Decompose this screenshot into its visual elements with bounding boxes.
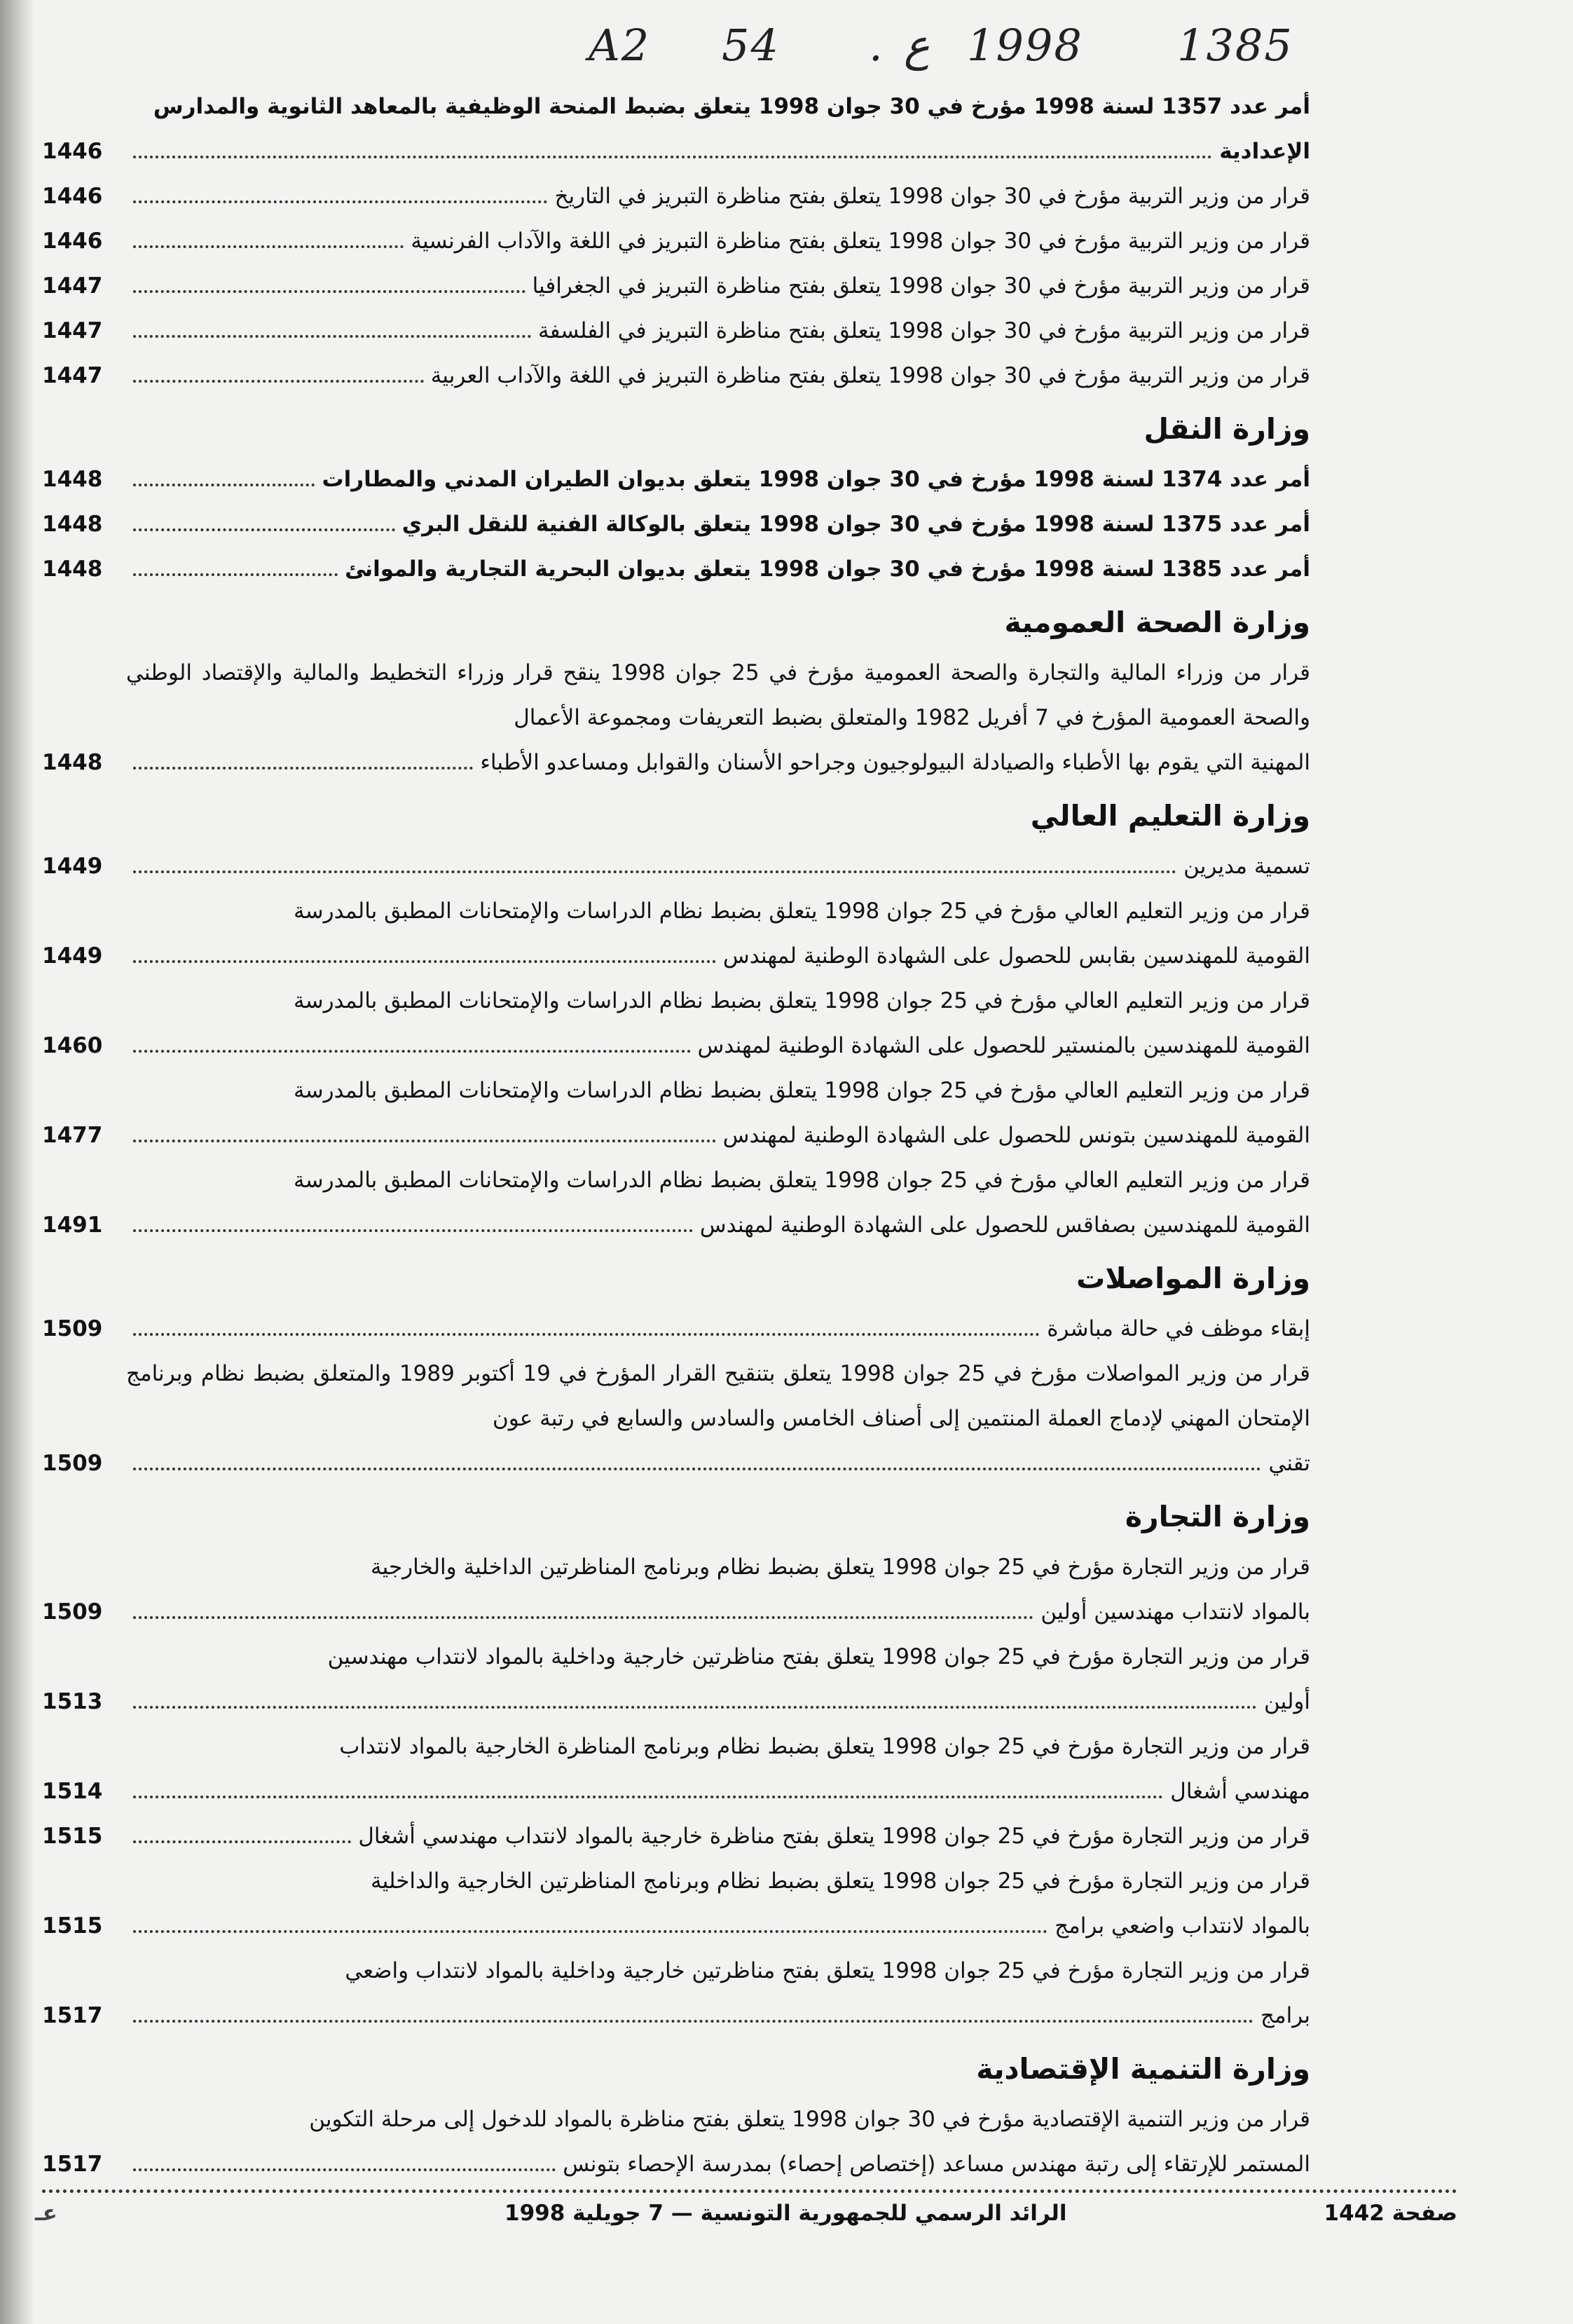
toc-entry-text: الإعدادية xyxy=(1219,139,1310,164)
toc-entry-text: قرار من وزير التربية مؤرخ في 30 جوان 1998 يتعلق بفتح مناظرة التبريز في التاريخ xyxy=(554,184,1310,209)
toc-entry xyxy=(42,353,1310,398)
toc-entry-text: أمر عدد 1374 لسنة 1998 مؤرخ في 30 جوان 1998 يتعلق بديوان الطيران المدني والمطارات xyxy=(322,467,1310,492)
toc-entry-text: القومية للمهندسين بتونس للحصول على الشهادة الوطنية لمهندس xyxy=(722,1123,1310,1148)
toc-entry xyxy=(42,1634,1310,1724)
dot-leader xyxy=(133,289,526,293)
toc-page-number: 1509 xyxy=(42,1451,103,1476)
toc-entry xyxy=(42,547,1310,592)
toc-entry-last-line xyxy=(126,844,1310,889)
handwritten-dot: . xyxy=(869,20,884,71)
dot-leader xyxy=(133,959,716,963)
toc-entry xyxy=(42,264,1310,308)
toc-entry-text: القومية للمهندسين بصفاقس للحصول على الشهادة الوطنية لمهندس xyxy=(699,1212,1310,1238)
handwritten-code-a2: A2 xyxy=(589,20,651,71)
dot-leader xyxy=(133,1467,1261,1470)
toc-page-number: 1449 xyxy=(42,854,103,879)
toc-entry xyxy=(42,219,1310,264)
toc-page-number: 1446 xyxy=(42,139,103,164)
toc-entry xyxy=(42,889,1310,978)
dot-leader xyxy=(133,200,547,203)
toc-entry xyxy=(42,174,1310,219)
toc-entry-last-line xyxy=(126,308,1310,353)
toc-page-number: 1448 xyxy=(42,512,103,537)
dot-leader xyxy=(133,1705,1257,1709)
toc-entry-text: قرار من وزير التعليم العالي مؤرخ في 25 جوان 1998 يتعلق بضبط نظام الدراسات والإمتحانات المطبق بالمدرسة xyxy=(294,988,1310,1013)
handwritten-year: 1998 xyxy=(967,20,1083,71)
section-title: وزارة المواصلات xyxy=(1076,1262,1310,1295)
toc-page-number: 1515 xyxy=(42,1824,103,1849)
toc-page-number: 1449 xyxy=(42,943,103,969)
toc-entry-text: بالمواد لانتداب واضعي برامج xyxy=(1055,1913,1310,1939)
toc-entry xyxy=(42,2097,1310,2187)
toc-entry-last-line xyxy=(126,457,1310,502)
toc-entry-last-line xyxy=(126,1679,1310,1724)
toc-entry-last-line xyxy=(126,1306,1310,1351)
toc-entry-last-line xyxy=(126,129,1310,174)
toc-page-number: 1517 xyxy=(42,2152,103,2177)
section-title: وزارة النقل xyxy=(1143,412,1310,446)
toc-entry-last-line xyxy=(126,547,1310,592)
toc-page-number: 1447 xyxy=(42,318,103,343)
toc-page-number: 1460 xyxy=(42,1033,103,1058)
dot-leader xyxy=(133,1049,691,1053)
toc-page-number: 1477 xyxy=(42,1123,103,1148)
dot-leader xyxy=(133,2019,1253,2023)
toc-page-number: 1448 xyxy=(42,556,103,582)
toc-page-number: 1513 xyxy=(42,1689,103,1714)
toc-entry-text: قرار من وزير التجارة مؤرخ في 25 جوان 1998 يتعلق بضبط نظام وبرنامج المناظرتين الداخلية والخارجية xyxy=(371,1554,1310,1580)
toc-page-number: 1448 xyxy=(42,750,103,775)
footer-journal-title: الرائد الرسمي للجمهورية التونسية — 7 جويلية 1998 xyxy=(504,2201,1067,2226)
toc-entry-text: إبقاء موظف في حالة مباشرة xyxy=(1047,1316,1310,1341)
dot-leader xyxy=(133,528,395,531)
toc-entry-last-line xyxy=(126,1993,1310,2038)
toc-entry-text: قرار من وزير التعليم العالي مؤرخ في 25 جوان 1998 يتعلق بضبط نظام الدراسات والإمتحانات المطبق بالمدرسة xyxy=(294,1078,1310,1103)
toc-entry-last-line xyxy=(126,1903,1310,1948)
toc-entry-text: قرار من وزير التربية مؤرخ في 30 جوان 1998 يتعلق بفتح مناظرة التبريز في اللغة والآداب العربية xyxy=(430,363,1310,388)
dot-leader xyxy=(133,2168,556,2171)
dot-leader xyxy=(133,1795,1163,1798)
toc-entry xyxy=(42,650,1310,785)
toc-entry-text: المستمر للإرتقاء إلى رتبة مهندس مساعد (إختصاص إحصاء) بمدرسة الإحصاء بتونس xyxy=(563,2152,1310,2177)
toc-page-number: 1446 xyxy=(42,184,103,209)
binding-shadow xyxy=(0,0,34,2324)
dot-leader xyxy=(133,766,473,770)
toc-entry-last-line xyxy=(126,1590,1310,1634)
toc-entry-text: المهنية التي يقوم بها الأطباء والصيادلة البيولوجيون وجراحو الأسنان والقوابل ومساعدو الأطباء xyxy=(480,750,1310,775)
toc-entry xyxy=(42,502,1310,547)
toc-entry-last-line xyxy=(126,219,1310,264)
toc-page-number: 1447 xyxy=(42,363,103,388)
toc-entry-last-line xyxy=(126,264,1310,308)
toc-entry-text: قرار من وزير التعليم العالي مؤرخ في 25 جوان 1998 يتعلق بضبط نظام الدراسات والإمتحانات المطبق بالمدرسة xyxy=(294,898,1310,924)
toc-entry-text: قرار من وزير التنمية الإقتصادية مؤرخ في 30 جوان 1998 يتعلق بفتح مناظرة بالمواد للدخول إلى مرحلة التكوين xyxy=(309,2107,1310,2132)
toc-entry xyxy=(42,84,1310,174)
toc-entry-text: تسمية مديرين xyxy=(1183,854,1310,879)
toc-entry-text: بالمواد لانتداب مهندسين أولين xyxy=(1040,1599,1310,1625)
dot-leader xyxy=(133,483,315,486)
toc-entry-last-line xyxy=(126,1203,1310,1248)
toc-entry-text: قرار من وزراء المالية والتجارة والصحة العمومية مؤرخ في 25 جوان 1998 ينقح قرار وزراء التخطيط والمالية والإقتصاد الوطني والصحة العمومية المؤرخ في 7 أفريل 1982 والمتعلق بضبط التعريفات ومجموعة الأعمال xyxy=(126,660,1310,730)
toc-page-number: 1517 xyxy=(42,2003,103,2028)
dot-leader xyxy=(133,334,531,338)
toc-entry-text: قرار من وزير التجارة مؤرخ في 25 جوان 1998 يتعلق بضبط نظام وبرنامج المناظرتين الخارجية والداخلية xyxy=(371,1868,1310,1894)
toc-entry-text: قرار من وزير المواصلات مؤرخ في 25 جوان 1998 يتعلق بتنقيح القرار المؤرخ في 19 أكتوبر 1989 والمتعلق بضبط نظام وبرنامج الإمتحان المهني لإدماج العملة المنتمين إلى أصناف الخامس والسادس والسابع في رتبة عون xyxy=(126,1361,1311,1431)
toc-entry-last-line xyxy=(126,740,1310,785)
toc-entry xyxy=(42,1814,1310,1859)
toc-entry xyxy=(42,1351,1310,1486)
handwritten-note xyxy=(575,13,1345,83)
footer-edge-fragment: عـ xyxy=(35,2201,57,2226)
toc-entry xyxy=(42,1545,1310,1634)
dot-leader xyxy=(133,245,404,248)
toc-entry-text: قرار من وزير التربية مؤرخ في 30 جوان 1998 يتعلق بفتح مناظرة التبريز في الفلسفة xyxy=(537,318,1310,343)
dot-leader xyxy=(133,379,424,383)
toc-page-number: 1509 xyxy=(42,1599,103,1625)
section-title: وزارة الصحة العمومية xyxy=(1004,606,1310,639)
dot-leader xyxy=(133,870,1176,873)
toc-entry xyxy=(42,457,1310,502)
section-title: وزارة التجارة xyxy=(1125,1500,1310,1533)
dot-leader xyxy=(133,1139,716,1142)
toc-entry-last-line xyxy=(126,1023,1310,1068)
toc-page-number: 1514 xyxy=(42,1779,103,1804)
toc-entry-last-line xyxy=(126,502,1310,547)
toc-entry-text: قرار من وزير التجارة مؤرخ في 25 جوان 1998 يتعلق بفتح مناظرة خارجية بالمواد لانتداب مهندسي أشغال xyxy=(358,1824,1310,1849)
toc-entry-text: قرار من وزير التجارة مؤرخ في 25 جوان 1998 يتعلق بفتح مناظرتين خارجية وداخلية بالمواد لانتداب واضعي xyxy=(345,1958,1310,1983)
dot-leader xyxy=(133,155,1212,158)
toc-page-number: 1446 xyxy=(42,228,103,254)
toc-entry-text: القومية للمهندسين بالمنستير للحصول على الشهادة الوطنية لمهندس xyxy=(697,1033,1310,1058)
dot-leader xyxy=(133,1929,1047,1933)
toc-entry xyxy=(42,844,1310,889)
handwritten-letter: ع xyxy=(904,20,930,71)
toc-entry-last-line xyxy=(126,1113,1310,1158)
toc-entry-text: تقني xyxy=(1268,1451,1310,1476)
toc-entry-text: أمر عدد 1375 لسنة 1998 مؤرخ في 30 جوان 1998 يتعلق بالوكالة الفنية للنقل البري xyxy=(401,512,1310,537)
toc-entry-text: قرار من وزير التربية مؤرخ في 30 جوان 1998 يتعلق بفتح مناظرة التبريز في اللغة والآداب الفرنسية xyxy=(411,228,1310,254)
toc-entry-text: مهندسي أشغال xyxy=(1170,1779,1310,1804)
toc-entry-last-line xyxy=(126,1769,1310,1814)
footer-rule xyxy=(42,2189,1457,2193)
toc-page-number: 1491 xyxy=(42,1212,103,1238)
toc-entry-text: القومية للمهندسين بقابس للحصول على الشهادة الوطنية لمهندس xyxy=(722,943,1310,969)
toc-entry-text: أولين xyxy=(1264,1689,1310,1714)
toc-page-number: 1515 xyxy=(42,1913,103,1939)
table-of-contents xyxy=(42,84,1310,2187)
handwritten-code-54: 54 xyxy=(722,20,780,71)
toc-entry-last-line xyxy=(126,353,1310,398)
dot-leader xyxy=(133,1615,1033,1619)
toc-entry-last-line xyxy=(126,1441,1310,1486)
dot-leader xyxy=(133,1332,1040,1336)
toc-page-number: 1448 xyxy=(42,467,103,492)
toc-entry xyxy=(42,1724,1310,1814)
footer-page-number: صفحة 1442 xyxy=(1324,2201,1457,2226)
toc-entry-text: قرار من وزير التجارة مؤرخ في 25 جوان 1998 يتعلق بفتح مناظرتين خارجية وداخلية بالمواد لانتداب مهندسين xyxy=(327,1644,1310,1669)
toc-entry xyxy=(42,1158,1310,1248)
toc-entry xyxy=(42,1068,1310,1158)
toc-entry-text: أمر عدد 1357 لسنة 1998 مؤرخ في 30 جوان 1998 يتعلق بضبط المنحة الوظيفية بالمعاهد الثانوية والمدارس xyxy=(153,94,1310,119)
toc-page-number: 1509 xyxy=(42,1316,103,1341)
toc-entry-last-line xyxy=(126,2142,1310,2187)
toc-entry-text: قرار من وزير التربية مؤرخ في 30 جوان 1998 يتعلق بفتح مناظرة التبريز في الجغرافيا xyxy=(532,273,1310,299)
toc-entry-text: أمر عدد 1385 لسنة 1998 مؤرخ في 30 جوان 1998 يتعلق بديوان البحرية التجارية والموانئ xyxy=(345,556,1310,582)
toc-entry xyxy=(42,1859,1310,1948)
toc-entry-text: برامج xyxy=(1261,2003,1310,2028)
toc-page-number: 1447 xyxy=(42,273,103,299)
handwritten-number: 1385 xyxy=(1177,20,1293,71)
toc-entry xyxy=(42,1306,1310,1351)
toc-entry-text: قرار من وزير التجارة مؤرخ في 25 جوان 1998 يتعلق بضبط نظام وبرنامج المناظرة الخارجية بالمواد لانتداب xyxy=(339,1734,1310,1759)
toc-entry-last-line xyxy=(126,174,1310,219)
toc-entry xyxy=(42,978,1310,1068)
toc-entry-text: قرار من وزير التعليم العالي مؤرخ في 25 جوان 1998 يتعلق بضبط نظام الدراسات والإمتحانات المطبق بالمدرسة xyxy=(294,1168,1310,1193)
toc-entry-last-line xyxy=(126,934,1310,978)
section-title: وزارة التعليم العالي xyxy=(1030,799,1310,833)
dot-leader xyxy=(133,1840,351,1843)
dot-leader xyxy=(133,573,338,576)
toc-entry xyxy=(42,308,1310,353)
section-title: وزارة التنمية الإقتصادية xyxy=(976,2052,1310,2086)
page-footer xyxy=(35,2201,1457,2243)
dot-leader xyxy=(133,1229,693,1232)
toc-entry xyxy=(42,1948,1310,2038)
toc-entry-last-line xyxy=(126,1814,1310,1859)
